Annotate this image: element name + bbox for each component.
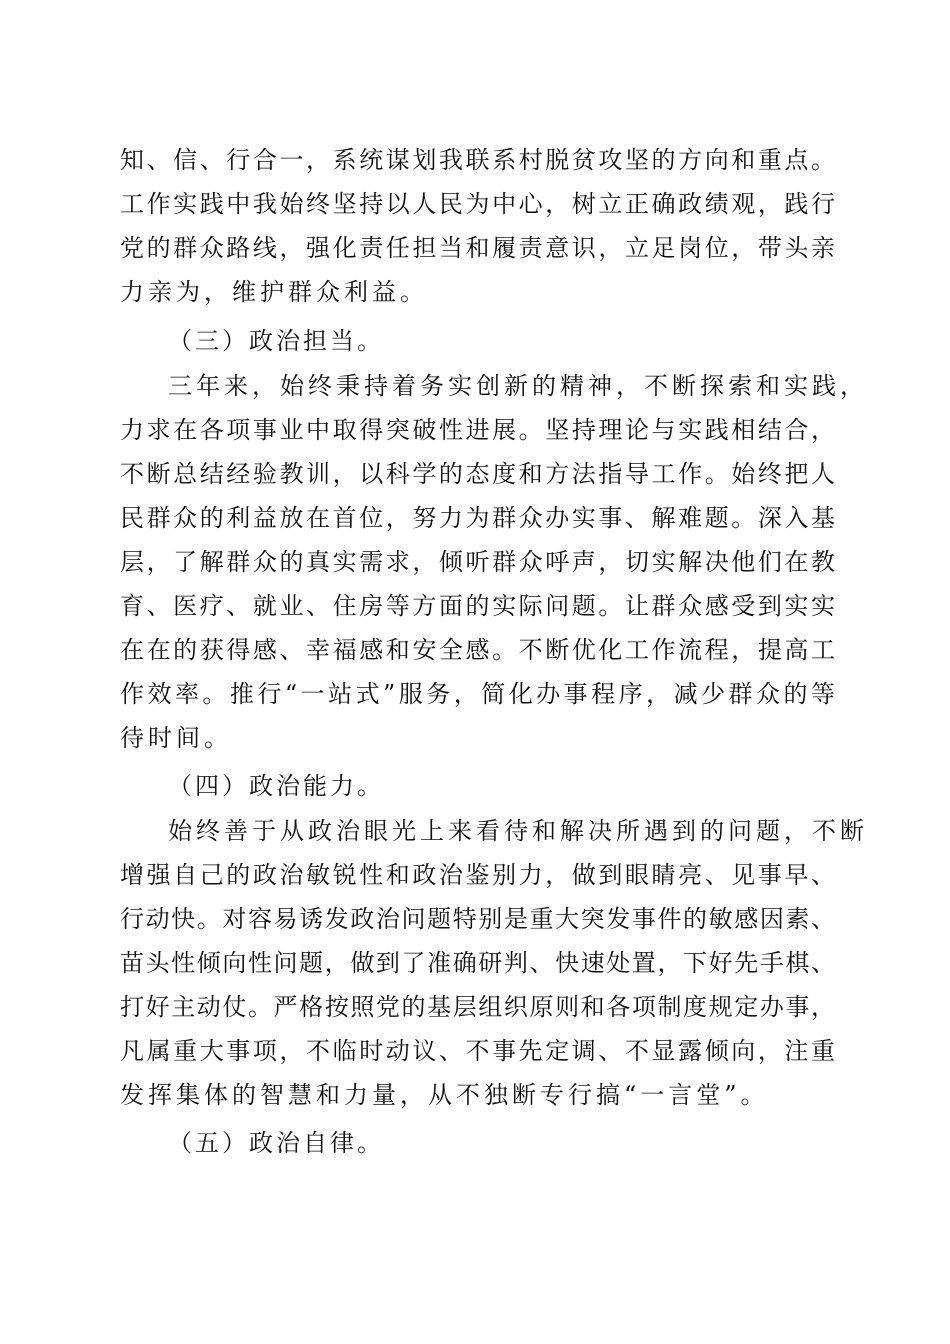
paragraph-line: 知、信、行合一，系统谋划我联系村脱贫攻坚的方向和重点。 (120, 146, 835, 174)
paragraph-line: 力亲为，维护群众利益。 (120, 278, 428, 306)
section-heading-4: （四）政治能力。 (168, 772, 384, 800)
paragraph-line: 作效率。推行“一站式”服务，简化办事程序，减少群众的等 (120, 680, 835, 708)
section-heading-3: （三）政治担当。 (168, 327, 384, 355)
paragraph-line: 在在的获得感、幸福感和安全感。不断优化工作流程，提高工 (120, 636, 835, 664)
paragraph-line: 始终善于从政治眼光上来看待和解决所遇到的问题，不断 (168, 817, 868, 845)
paragraph-line: 民群众的利益放在首位，努力为群众办实事、解难题。深入基 (120, 504, 835, 532)
paragraph-line: 育、医疗、就业、住房等方面的实际问题。让群众感受到实实 (120, 592, 835, 620)
paragraph-line: 发挥集体的智慧和力量，从不独断专行搞“一言堂”。 (120, 1081, 769, 1109)
paragraph-line: 力求在各项事业中取得突破性进展。坚持理论与实践相结合， (120, 416, 835, 444)
paragraph-line: 凡属重大事项，不临时动议、不事先定调、不显露倾向，注重 (120, 1037, 835, 1065)
paragraph-line: 苗头性倾向性问题，做到了准确研判、快速处置，下好先手棋、 (120, 949, 835, 977)
paragraph-line: 党的群众路线，强化责任担当和履责意识，立足岗位，带头亲 (120, 234, 835, 262)
paragraph-line: 待时间。 (120, 724, 232, 752)
paragraph-line: 增强自己的政治敏锐性和政治鉴别力，做到眼睛亮、见事早、 (120, 861, 835, 889)
paragraph-line: 不断总结经验教训，以科学的态度和方法指导工作。始终把人 (120, 460, 835, 488)
paragraph-line: 三年来，始终秉持着务实创新的精神，不断探索和实践， (168, 372, 868, 400)
paragraph-line: 层，了解群众的真实需求，倾听群众呼声，切实解决他们在教 (120, 548, 835, 576)
paragraph-line: 打好主动仗。严格按照党的基层组织原则和各项制度规定办事， (120, 993, 835, 1021)
paragraph-line: 行动快。对容易诱发政治问题特别是重大突发事件的敏感因素、 (120, 905, 835, 933)
section-heading-5: （五）政治自律。 (168, 1129, 384, 1157)
paragraph-line: 工作实践中我始终坚持以人民为中心，树立正确政绩观，践行 (120, 190, 835, 218)
